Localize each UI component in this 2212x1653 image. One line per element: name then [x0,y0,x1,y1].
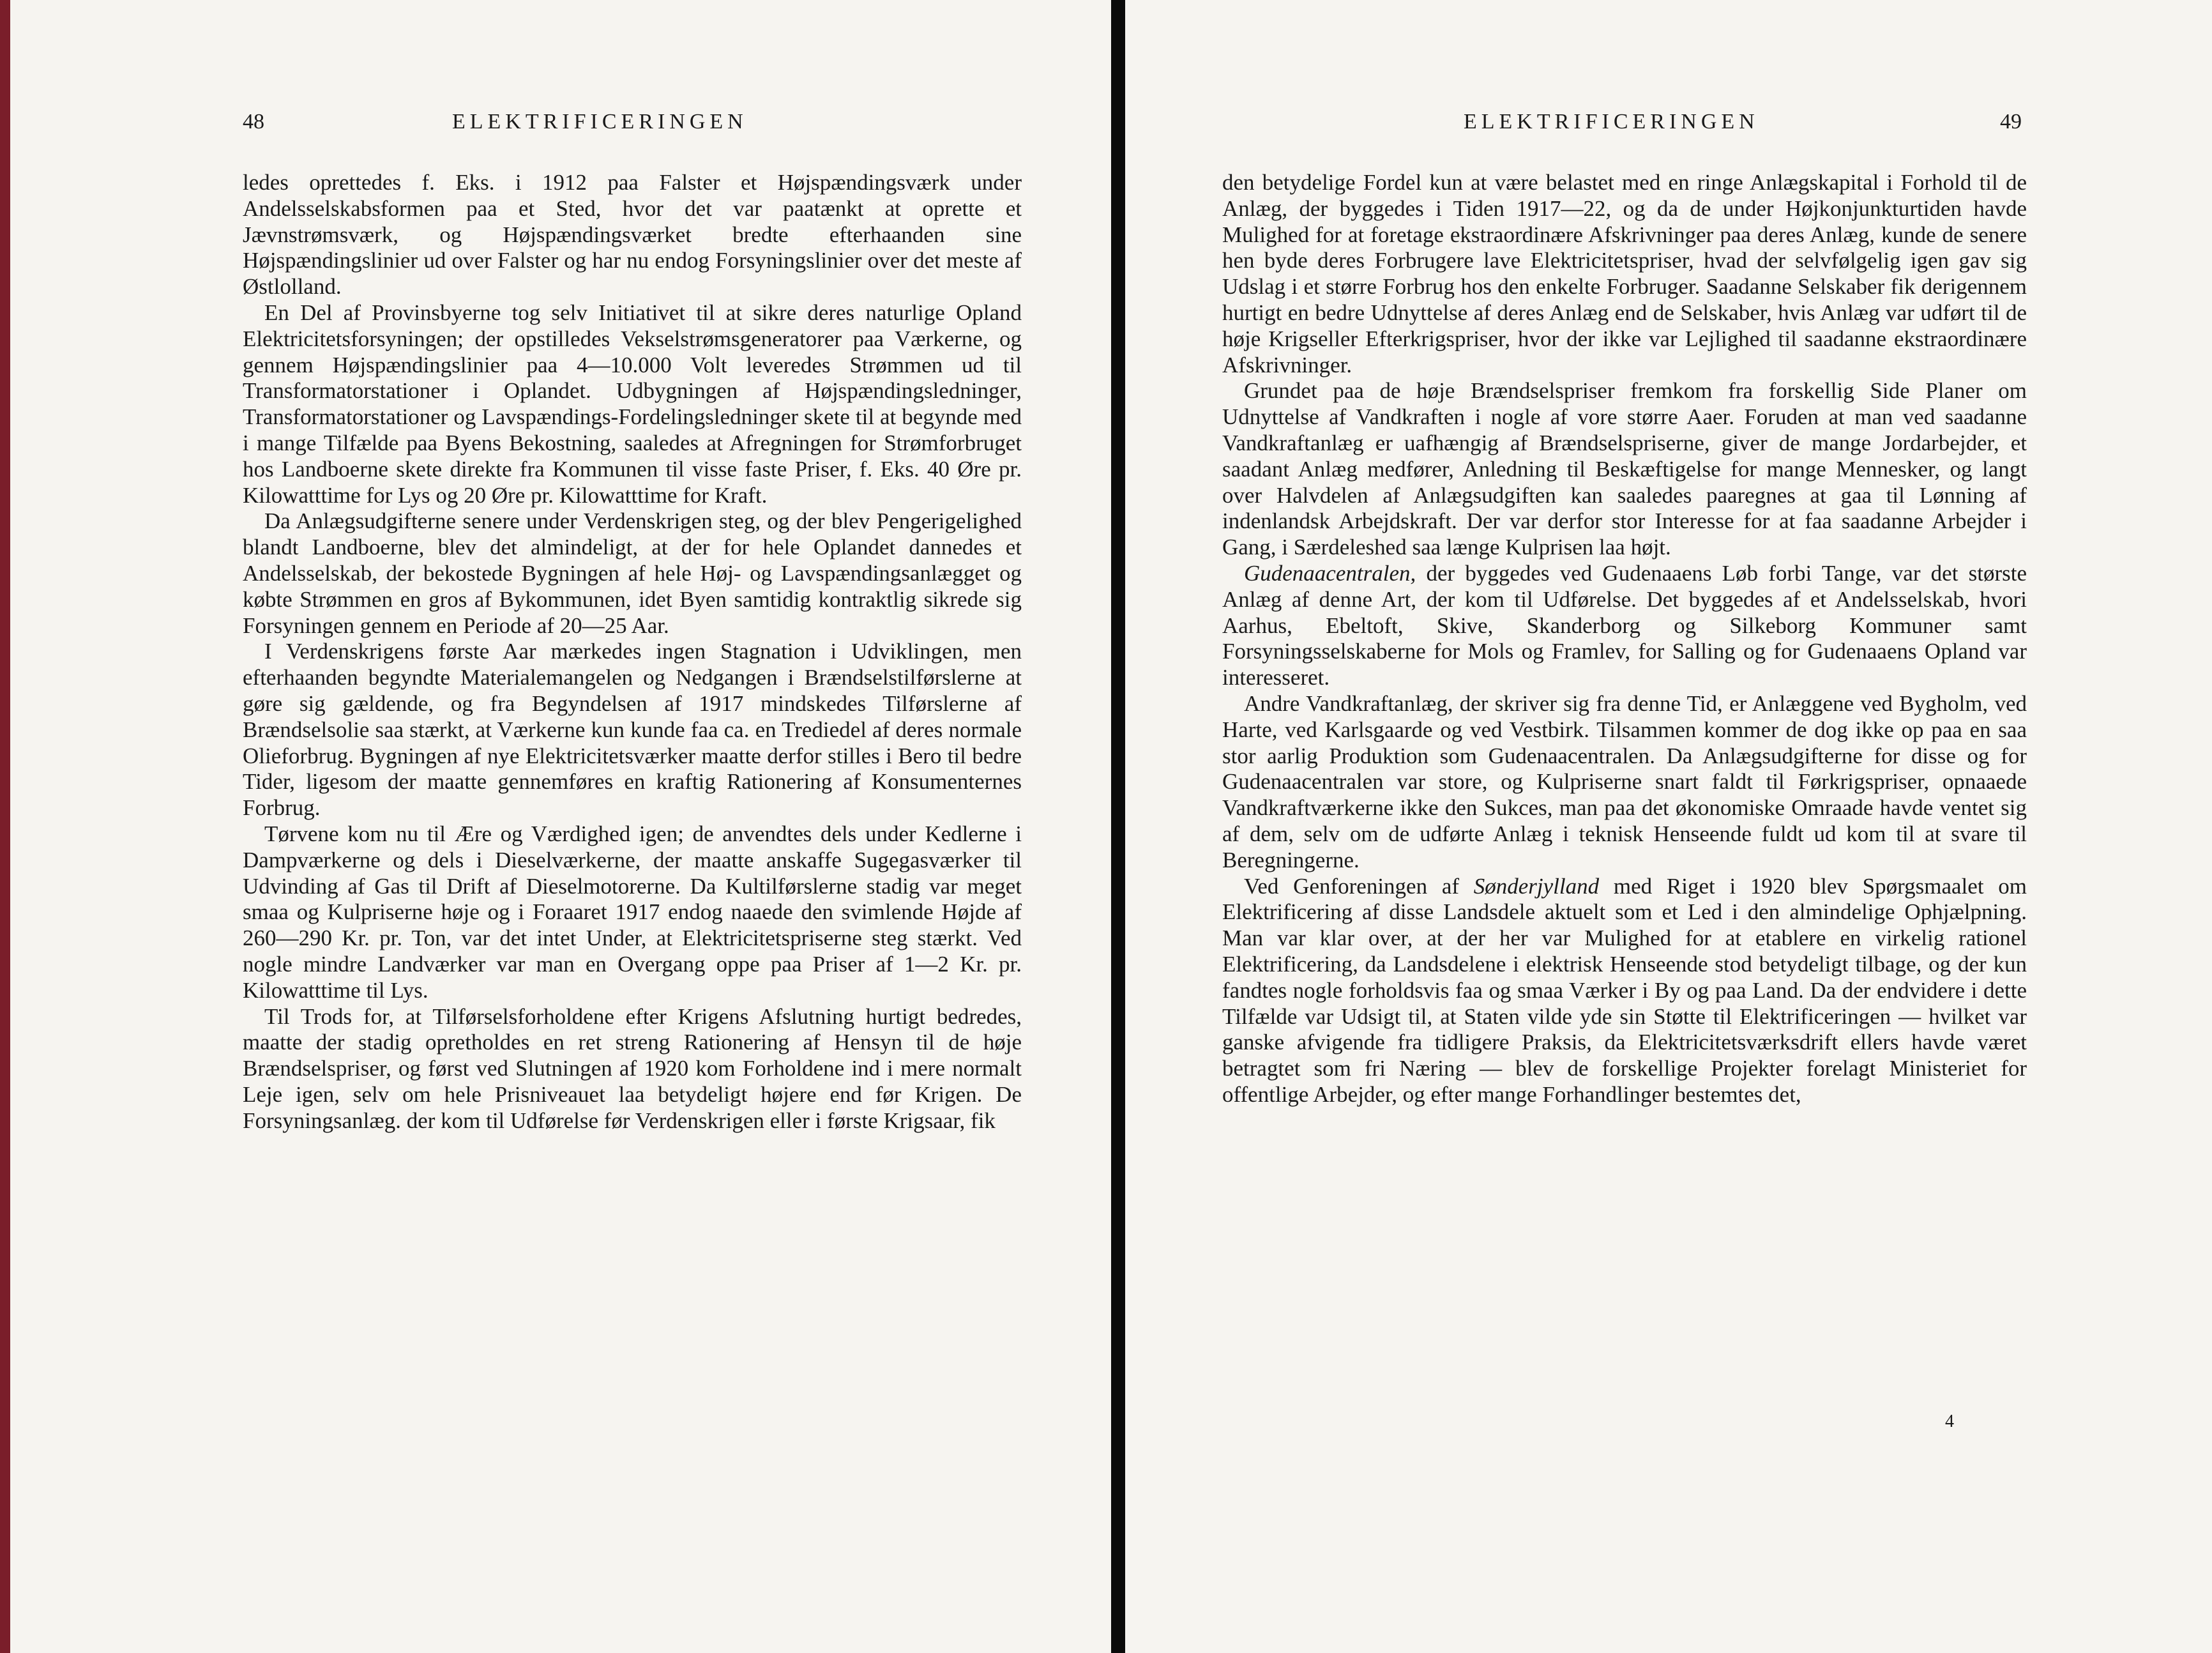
page-number: 49 [2000,110,2022,133]
running-head: ELEKTRIFICERINGEN [1464,110,1759,133]
body-text [1222,170,2027,1108]
paragraph-text: der byggedes ved Gudenaaens Løb forbi Tange, var det største Anlæg af denne Art, der kom til Udførelse. Det byggedes af et Andelsselskab, hvori Aarhus, Ebeltoft, Skive, Skanderborg og Silkeborg Kommuner samt Forsyningsselskaberne for Mols og Framlev, for Salling og for Gudenaaens Opland var interesseret. [1222,560,2027,690]
body-text [243,170,1022,1134]
page-number: 48 [243,110,264,133]
emphasis-gudenaacentralen: Gudenaacentralen, [1244,560,1416,586]
paragraph-text: med Riget i 1920 blev Spørgsmaalet om Elektrificering af disse Landsdele aktuelt som et Led i den almindelige Ophjælpning. Man var klar over, at der her var Mulighed for at etablere en virkelig rationel Elektrificering, da Landsdelene i elektrisk Henseende stod betydeligt tilbage, og der kun fandtes nogle forholdsvis faa og smaa Værker i By og paa Land. Da der endvidere i dette Tilfælde var Udsigt til, at Staten vilde yde sin Støtte til Elektrificeringen — hvilket var ganske afvigende fra tidligere Praksis, da Elektricitetsværksdrift ellers havde været betragtet som fri Næring — blev de forskellige Projekter forelagt Ministeriet for offentlige Arbejder, og efter mange Forhandlinger bestemtes det, [1222,873,2027,1107]
emphasis-sonderjylland: Sønderjylland [1473,873,1600,899]
paragraph: En Del af Provinsbyerne tog selv Initiativet til at sikre deres naturlige Opland Elektricitetsforsyningen; der opstilledes Vekselstrømsgeneratorer paa Værkerne, og gennem Højspændingslinier paa 4—10.000 Volt leveredes Strømmen ud til Transformatorstationer i Oplandet. Udbygningen af Højspændingsledninger, Transformatorstationer og Lavspændings-Fordelingsledninger skete til at begynde med i mange Tilfælde paa Byens Bekostning, saaledes at Afregningen for Strømforbruget hos Landboerne skete direkte fra Kommunen til visse faste Priser, f. Eks. 40 Øre pr. Kilowatttime for Lys og 20 Øre pr. Kilowatttime for Kraft. [243,300,1022,508]
paragraph: ledes oprettedes f. Eks. i 1912 paa Falster et Højspændingsværk under Andelsselskabsformen paa et Sted, hvor det var paatænkt at oprette et Jævnstrømsværk, og Højspændingsværket bredte efterhaanden sine Højspændingslinier ud over Falster og har nu endog Forsyningslinier over det meste af Østlolland. [243,170,1022,300]
paragraph: den betydelige Fordel kun at være belastet med en ringe Anlægskapital i Forhold til de Anlæg, der byggedes i Tiden 1917—22, og da de under Højkonjunkturtiden havde Mulighed for at foretage ekstraordinære Afskrivninger paa deres Anlæg, kunde de senere hen byde deres Forbrugere lave Elektricitetspriser, hvad der selvfølgelig igen gav sig Udslag i et større Forbrug hos den enkelte Forbruger. Saadanne Selskaber fik derigennem hurtigt en bedre Udnyttelse af deres Anlæg end de Selskaber, hvis Anlæg var udført til de høje Krigseller Efterkrigspriser, hvor der ikke var Lejlighed til saadanne ekstraordinære Afskrivninger. [1222,170,2027,377]
running-head: ELEKTRIFICERINGEN [452,110,748,133]
right-page [1125,0,2212,1653]
paragraph: Da Anlægsudgifterne senere under Verdenskrigen steg, og der blev Pengerigelighed blandt Landboerne, blev det almindeligt, at der for hele Oplandet dannedes et Andelsselskab, der bekostede Bygningen af hele Høj- og Lavspændingsanlægget og købte Strømmen en gros af Bykommunen, idet Byen samtidig kontraktlig sikrede sig Forsyningen gennem en Periode af 20—25 Aar. [243,508,1022,638]
paragraph: Andre Vandkraftanlæg, der skriver sig fra denne Tid, er Anlæggene ved Bygholm, ved Harte, ved Karlsgaarde og ved Vestbirk. Tilsammen kommer de dog ikke op paa en saa stor aarlig Produktion som Gudenaacentralen. Da Anlægsudgifterne for disse og for Gudenaacentralen var store, og Kulpriserne snart faldt til Førkrigspriser, opnaaede Vandkraftværkerne ikke den Sukces, man paa det økonomiske Omraade havde ventet sig af dem, selv om de udførte Anlæg i teknisk Henseende fuldt ud kom til at svare til Beregningerne. [1222,690,2027,872]
paragraph: Grundet paa de høje Brændselspriser fremkom fra forskellig Side Planer om Udnyttelse af Vandkraften i nogle af vore større Aaer. Foruden at man ved saadanne Vandkraftanlæg er uafhængig af Brændselspriserne, giver de mange Jordarbejder, et saadant Anlæg medfører, Anledning til Beskæftigelse for mange Mennesker, og langt over Halvdelen af Anlægsudgiften kan saaledes paaregnes at gaa til Lønning af indenlandsk Arbejdskraft. Der var derfor stor Interesse for at faa saadanne Arbejder i Gang, i Særdeleshed saa længe Kulprisen laa højt. [1222,378,2027,560]
paragraph: Til Trods for, at Tilførselsforholdene efter Krigens Afslutning hurtigt bedredes, maatte der stadig opretholdes en ret streng Rationering af Hensyn til de høje Brændselspriser, og først ved Slutningen af 1920 kom Forholdene ind i mere normalt Leje igen, selv om hele Prisniveauet laa betydeligt højere end før Krigen. De Forsyningsanlæg. der kom til Udførelse før Verdenskrigen eller i første Krigsaar, fik [243,1003,1022,1133]
paragraph [1222,874,2027,1108]
paragraph-text: Ved Genforeningen af [1244,873,1460,899]
paragraph: Tørvene kom nu til Ære og Værdighed igen; de anvendtes dels under Kedlerne i Dampværkerne og dels i Dieselværkerne, der maatte anskaffe Sugegasværker til Udvinding af Gas til Drift af Dieselmotorerne. Da Kultilførslerne stadig var meget smaa og Kulpriserne høje og i Foraaret 1917 endog naaede den svimlende Højde af 260—290 Kr. pr. Ton, var det intet Under, at Elektricitetspriserne steg stærkt. Ved nogle mindre Landværker var man en Overgang oppe paa Priser af 1—2 Kr. pr. Kilowatttime til Lys. [243,821,1022,1003]
paragraph [1222,561,2027,691]
signature-mark: 4 [1945,1412,1954,1431]
paragraph: I Verdenskrigens første Aar mærkedes ingen Stagnation i Udviklingen, men efterhaanden begyndte Materialemangelen og Nedgangen i Brændselstilførslerne at gøre sig gældende, og fra Begyndelsen af 1917 mindskedes Tilførslerne af Brændselsolie saa stærkt, at Værkerne kun kunde faa ca. en Trediedel af deres normale Olieforbrug. Bygningen af nye Elektricitetsværker maatte derfor stilles i Bero til bedre Tider, ligesom der maatte gennemføres en kraftig Rationering af Konsumenternes Forbrug. [243,639,1022,821]
